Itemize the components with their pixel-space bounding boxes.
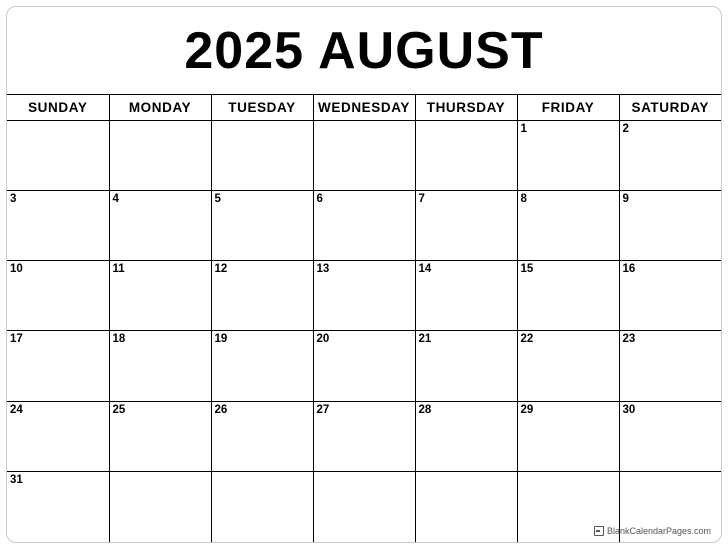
day-number: 23 <box>622 333 636 346</box>
calendar-day-cell[interactable] <box>415 331 517 401</box>
calendar-week-row <box>7 190 721 260</box>
day-number: 7 <box>418 192 425 205</box>
day-number: 19 <box>214 333 228 346</box>
calendar-day-cell[interactable] <box>415 401 517 471</box>
day-number: 12 <box>214 263 228 276</box>
calendar-day-cell[interactable] <box>313 261 415 331</box>
day-number: 13 <box>316 263 330 276</box>
weekday-header-monday: MONDAY <box>109 95 211 120</box>
calendar-icon <box>594 526 604 536</box>
day-number: 27 <box>316 403 330 416</box>
calendar-day-cell[interactable] <box>7 472 109 542</box>
calendar-day-cell[interactable] <box>109 190 211 260</box>
calendar-day-cell[interactable] <box>415 190 517 260</box>
day-number: 28 <box>418 403 432 416</box>
calendar-day-cell[interactable] <box>517 120 619 190</box>
day-number: 15 <box>520 263 534 276</box>
calendar-day-cell[interactable] <box>109 401 211 471</box>
calendar-day-cell[interactable] <box>415 261 517 331</box>
weekday-header-sunday: SUNDAY <box>7 95 109 120</box>
calendar-day-cell[interactable] <box>313 190 415 260</box>
footer-credit <box>594 526 711 536</box>
calendar-day-cell[interactable] <box>313 120 415 190</box>
weekday-header-tuesday: TUESDAY <box>211 95 313 120</box>
calendar-day-cell[interactable] <box>109 331 211 401</box>
day-number: 2 <box>622 122 629 135</box>
calendar-grid <box>7 95 721 542</box>
calendar-day-cell[interactable] <box>109 120 211 190</box>
calendar-day-cell[interactable] <box>211 401 313 471</box>
calendar-week-row <box>7 401 721 471</box>
weekday-header-saturday: SATURDAY <box>619 95 721 120</box>
calendar-day-cell[interactable] <box>7 190 109 260</box>
page-title <box>184 21 543 81</box>
weekday-header-thursday: THURSDAY <box>415 95 517 120</box>
day-number: 29 <box>520 403 534 416</box>
day-number: 3 <box>10 192 17 205</box>
calendar-day-cell[interactable] <box>211 190 313 260</box>
calendar-day-cell[interactable] <box>7 401 109 471</box>
calendar-day-cell[interactable] <box>619 401 721 471</box>
calendar-day-cell[interactable] <box>415 472 517 542</box>
calendar-day-cell[interactable] <box>313 472 415 542</box>
day-number: 4 <box>112 192 119 205</box>
day-number: 17 <box>10 333 23 346</box>
calendar-day-cell[interactable] <box>109 261 211 331</box>
calendar-day-cell[interactable] <box>7 261 109 331</box>
day-number: 21 <box>418 333 432 346</box>
calendar-frame <box>6 6 722 543</box>
day-number: 22 <box>520 333 534 346</box>
calendar-day-cell[interactable] <box>619 190 721 260</box>
calendar-week-row <box>7 261 721 331</box>
day-number: 9 <box>622 192 629 205</box>
calendar-day-cell[interactable] <box>211 120 313 190</box>
footer-credit-label: BlankCalendarPages.com <box>606 526 711 536</box>
calendar-day-cell[interactable] <box>517 261 619 331</box>
day-number: 26 <box>214 403 228 416</box>
day-number: 18 <box>112 333 126 346</box>
title-month: AUGUST <box>318 21 544 80</box>
day-number: 6 <box>316 192 323 205</box>
calendar-day-cell[interactable] <box>619 331 721 401</box>
calendar-title <box>7 7 721 95</box>
calendar-day-cell[interactable] <box>313 331 415 401</box>
calendar-day-cell[interactable] <box>7 331 109 401</box>
calendar-week-row <box>7 120 721 190</box>
calendar-day-cell[interactable] <box>7 120 109 190</box>
day-number: 1 <box>520 122 527 135</box>
day-number: 8 <box>520 192 527 205</box>
calendar-day-cell[interactable] <box>415 120 517 190</box>
calendar-day-cell[interactable] <box>517 331 619 401</box>
title-year: 2025 <box>184 21 305 80</box>
weekday-header-wednesday: WEDNESDAY <box>313 95 415 120</box>
calendar-day-cell[interactable] <box>517 401 619 471</box>
day-number: 16 <box>622 263 636 276</box>
calendar-day-cell[interactable] <box>313 401 415 471</box>
day-number: 30 <box>622 403 636 416</box>
weekday-header-friday: FRIDAY <box>517 95 619 120</box>
calendar-day-cell[interactable] <box>211 261 313 331</box>
day-number: 31 <box>10 474 23 487</box>
day-number: 11 <box>112 263 125 276</box>
calendar-day-cell[interactable] <box>517 190 619 260</box>
calendar-day-cell[interactable] <box>211 472 313 542</box>
day-number: 5 <box>214 192 221 205</box>
calendar-week-row <box>7 331 721 401</box>
day-number: 14 <box>418 263 432 276</box>
calendar-day-cell[interactable] <box>619 120 721 190</box>
day-number: 25 <box>112 403 126 416</box>
weekday-header-row <box>7 95 721 120</box>
day-number: 10 <box>10 263 23 276</box>
calendar-day-cell[interactable] <box>619 261 721 331</box>
day-number: 24 <box>10 403 23 416</box>
calendar-day-cell[interactable] <box>109 472 211 542</box>
day-number: 20 <box>316 333 330 346</box>
calendar-day-cell[interactable] <box>211 331 313 401</box>
